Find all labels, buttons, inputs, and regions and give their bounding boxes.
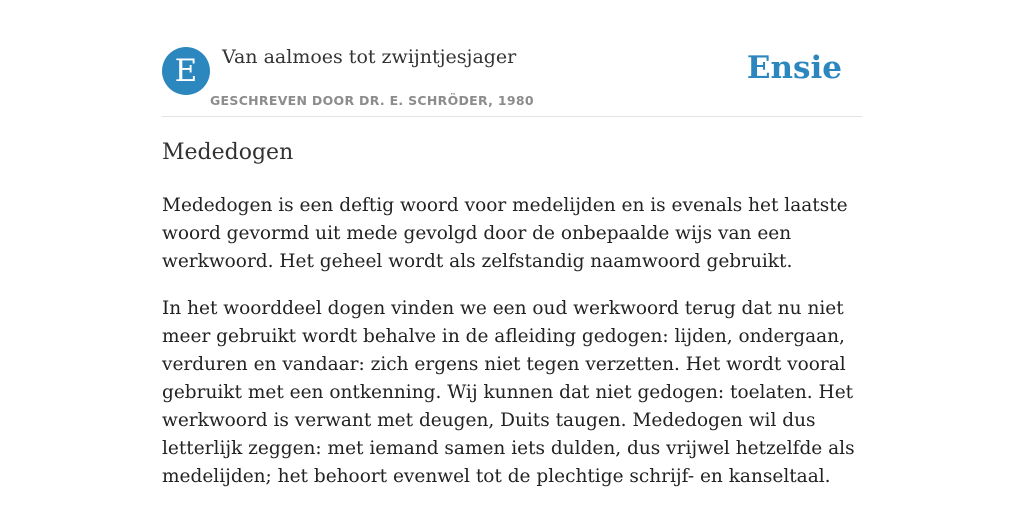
ensie-brand-link[interactable]: Ensie <box>746 50 842 86</box>
ensie-logo-icon[interactable]: E <box>162 47 210 95</box>
book-author: GESCHREVEN DOOR DR. E. SCHRÖDER, 1980 <box>210 93 534 108</box>
book-title[interactable]: Van aalmoes tot zwijntjesjager <box>222 46 517 68</box>
book-header <box>162 40 862 117</box>
entry-title: Mededogen <box>162 140 294 165</box>
entry-paragraph: In het woorddeel dogen vinden we een oud werkwoord terug dat nu niet meer gebruikt wordt behalve in de afleiding gedogen: lijden, ondergaan, verduren en vandaar: zich ergens niet tegen verzetten. Het wordt vooral gebruikt met een ontkenning. Wij kunnen dat niet gedogen: toelaten. Het werkwoord is verwant met deugen, Duits taugen. Mededogen wil dus letterlijk zeggen: met iemand samen iets dulden, dus vrijwel hetzelfde als medelijden; het behoort evenwel tot de plechtige schrijf- en kanseltaal. <box>162 298 855 487</box>
entry-paragraph: Mededogen is een deftig woord voor medelijden en is evenals het laatste woord gevormd uit mede gevolgd door de onbepaalde wijs van een werkwoord. Het geheel wordt als zelfstandig naamwoord gebruikt. <box>162 195 848 272</box>
entry-body <box>162 192 862 510</box>
